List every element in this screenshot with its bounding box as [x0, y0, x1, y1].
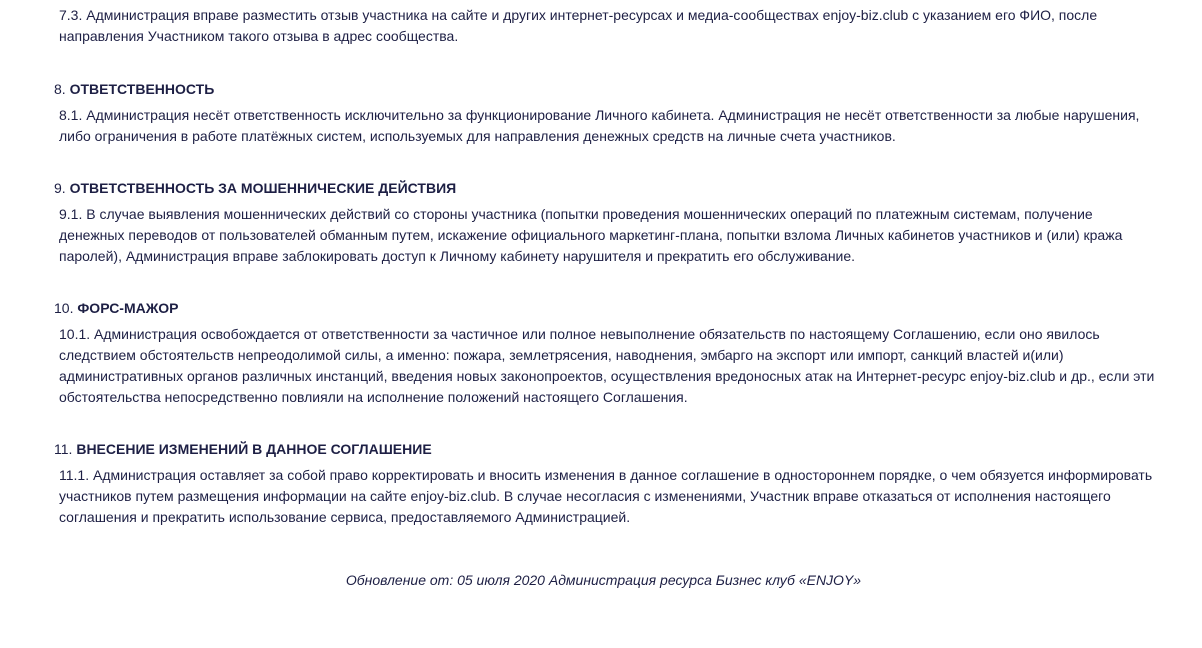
section-10-title: ФОРС-МАЖОР: [77, 300, 179, 316]
section-10-number: 10.: [54, 300, 74, 316]
section-8-heading: [54, 79, 214, 99]
update-note: Обновление от: 05 июля 2020 Администрация ресурса Бизнес клуб «ENJOY»: [345, 572, 862, 588]
section-11-number: 11.: [54, 441, 73, 457]
section-9-title: ОТВЕТСТВЕННОСТЬ ЗА МОШЕННИЧЕСКИЕ ДЕЙСТВИЯ: [69, 180, 457, 196]
section-11-title: ВНЕСЕНИЕ ИЗМЕНЕНИЙ В ДАННОЕ СОГЛАШЕНИЕ: [76, 441, 432, 457]
clause-9-1-text: 9.1. В случае выявления мошеннических действий со стороны участника (попытки проведения мошеннических операций по платежным системам, получение денежных переводов от пользователей обманным путем, искажение официального маркетинг-плана, попытки взлома Личных кабинетов участников и (или) кража паролей), Администрация вправе заблокировать доступ к Личному кабинету нарушителя и прекратить его обслуживание.: [59, 206, 1123, 264]
clause-10-1-text: 10.1. Администрация освобождается от ответственности за частичное или полное невыполнение обязательств по настоящему Соглашению, если оно явилось следствием обстоятельств непреодолимой силы, а именно: пожара, землетрясения, наводнения, эмбарго на экспорт или импорт, санкций властей и(или) административных органов различных инстанций, введения новых законопроектов, осуществления вредоносных атак на Интернет-ресурс enjoy-biz.club и др., если эти обстоятельства непосредственно повлияли на исполнение положений настоящего Соглашения.: [59, 326, 1155, 405]
section-9-number: 9.: [54, 180, 66, 196]
section-8-title: ОТВЕТСТВЕННОСТЬ: [69, 81, 215, 97]
section-11-heading: [54, 439, 432, 459]
clause-7-3-text: 7.3. Администрация вправе разместить отзыв участника на сайте и других интернет-ресурсах и медиа-сообществах enjoy-biz.club с указанием его ФИО, после направления Участником такого отзыва в адрес сообщества.: [59, 7, 1098, 44]
section-10-heading: [54, 298, 178, 318]
clause-11-1-text: 11.1. Администрация оставляет за собой право корректировать и вносить изменения в данное соглашение в одностороннем порядке, о чем обязуется информировать участников путем размещения информации на сайте enjoy-biz.club. В случае несогласия с изменениями, Участник вправе отказаться от исполнения настоящего соглашения и прекратить использование сервиса, предоставляемого Администрацией.: [59, 467, 1153, 525]
section-8-number: 8.: [54, 81, 66, 97]
clause-8-1-text: 8.1. Администрация несёт ответственность исключительно за функционирование Личного кабинета. Администрация не несёт ответственности за любые нарушения, либо ограничения в работе платёжных систем, используемых для направления денежных средств на личные счета участников.: [59, 107, 1140, 144]
section-9-heading: [54, 178, 456, 198]
